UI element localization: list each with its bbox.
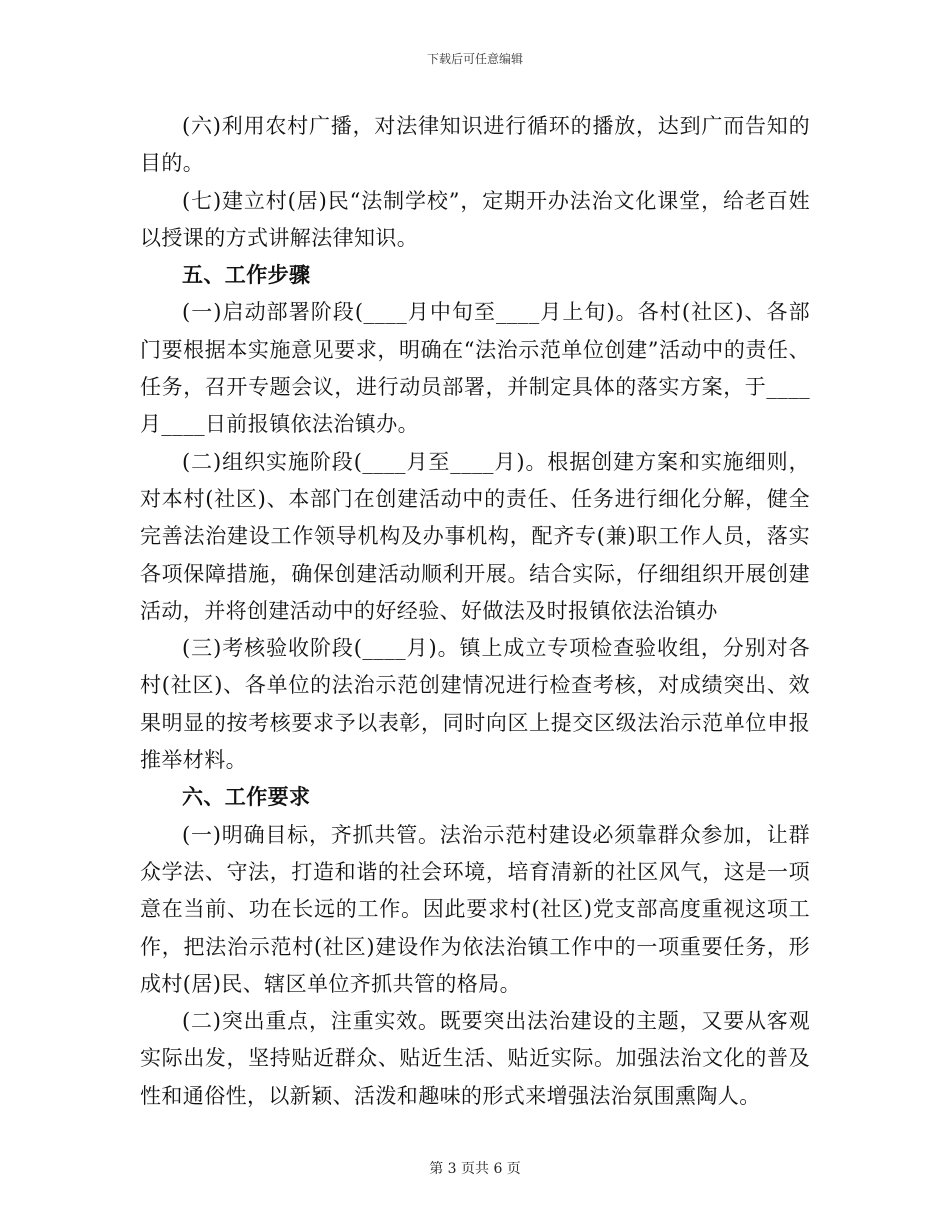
paragraph-assessment-phase: (三)考核验收阶段(____月)。镇上成立专项检查验收组，分别对各村(社区)、各单位的法治示范创建情况进行检查考核，对成绩突出、效果明显的按考核要求予以表彰，同时向区上提交区级法治示范单位申报推举材料。 [140, 636, 810, 773]
paragraph-launch-phase: (一)启动部署阶段(____月中旬至____月上旬)。各村(社区)、各部门要根据本实施意见要求，明确在“法治示范单位创建”活动中的责任、任务，召开专题会议，进行动员部署，并制定具体的落实方案，于____月____日前报镇依法治镇办。 [140, 300, 810, 437]
document-body [140, 108, 810, 1115]
paragraph-law-school: (七)建立村(居)民“法制学校”，定期开办法治文化课堂，给老百姓以授课的方式讲解法律知识。 [140, 188, 810, 250]
page-header: 下载后可任意编辑 [426, 52, 523, 66]
page-number: 第 3 页共 6 页 [429, 1161, 521, 1177]
section-heading-work-steps: 五、工作步骤 [182, 263, 311, 288]
section-heading-work-requirements: 六、工作要求 [182, 785, 311, 810]
paragraph-implementation-phase: (二)组织实施阶段(____月至____月)。根据创建方案和实施细则，对本村(社区)、本部门在创建活动中的责任、任务进行细化分解，健全完善法治建设工作领导机构及办事机构，配齐专(兼)职工作人员，落实各项保障措施，确保创建活动顺利开展。结合实际，仔细组织开展创建活动，并将创建活动中的好经验、好做法及时报镇依法治镇办 [140, 449, 810, 623]
paragraph-clear-goals: (一)明确目标，齐抓共管。法治示范村建设必须靠群众参加，让群众学法、守法，打造和谐的社会环境，培育清新的社区风气，这是一项意在当前、功在长远的工作。因此要求村(社区)党支部高度重视这项工作，把法治示范村(社区)建设作为依法治镇工作中的一项重要任务，形成村(居)民、辖区单位齐抓共管的格局。 [140, 822, 810, 996]
paragraph-focus-effect: (二)突出重点，注重实效。既要突出法治建设的主题，又要从客观实际出发，坚持贴近群众、贴近生活、贴近实际。加强法治文化的普及性和通俗性，以新颖、活泼和趣味的形式来增强法治氛围熏陶人。 [140, 1009, 810, 1108]
paragraph-broadcast: (六)利用农村广播，对法律知识进行循环的播放，达到广而告知的目的。 [140, 114, 810, 176]
